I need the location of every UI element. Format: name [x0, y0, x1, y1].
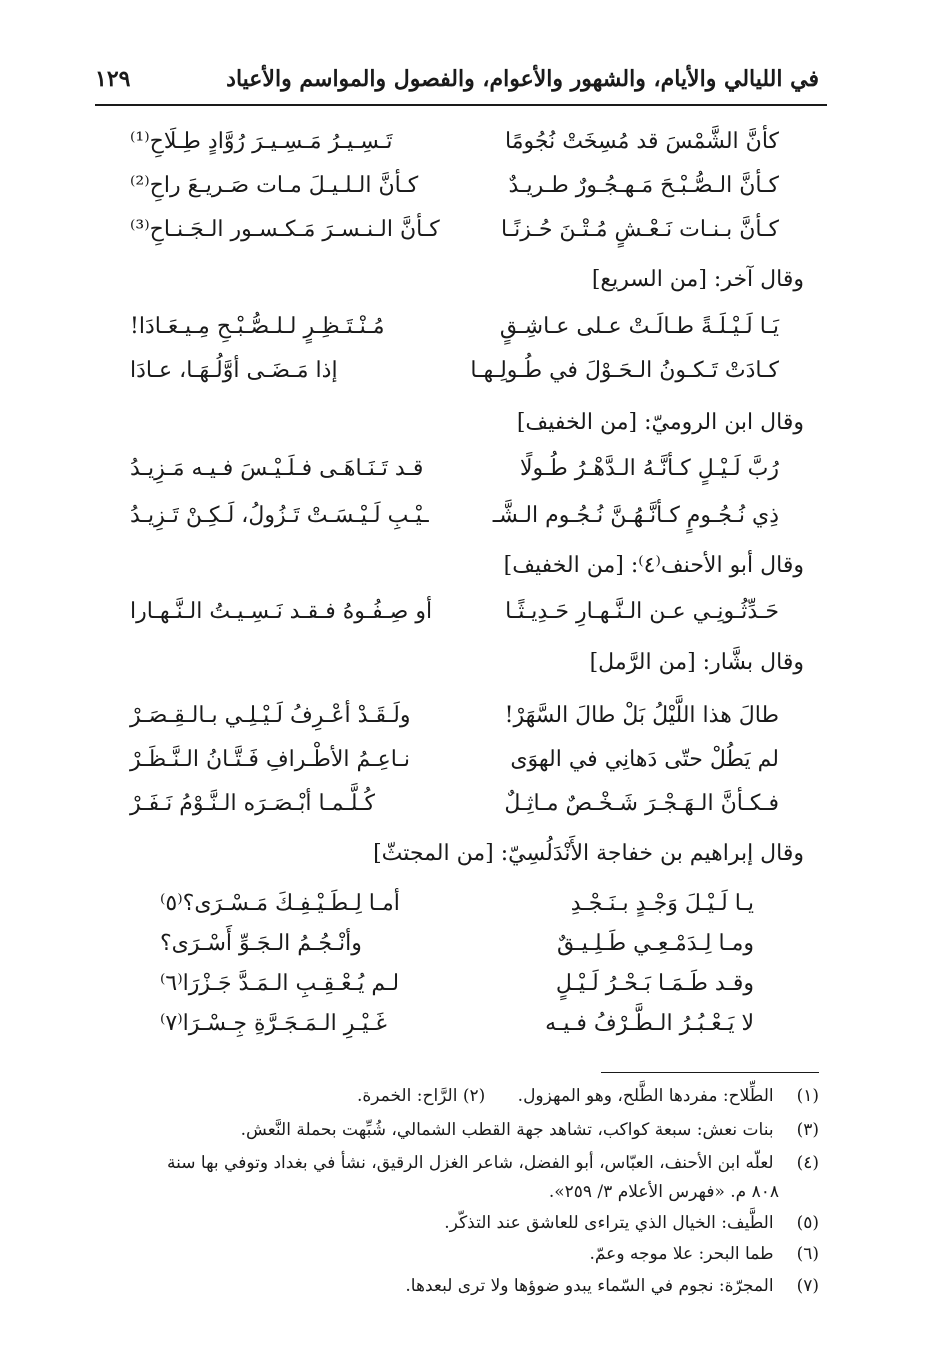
- first-hemistich: يـا لَـيْـلَ وَجْـدٍ بـنَـجْـدِ: [570, 891, 754, 916]
- second-hemistich: مُـنْـتَـظِـرٍ لـلـصُّـبْـحِ مِـيـعَـادَا!: [130, 314, 385, 339]
- footnote: [104, 1209, 819, 1238]
- second-hemistich: قـد تَـنَـاهَـى فـلَـيْـسَ فـيـه مَـزِيـدُ: [130, 456, 424, 481]
- footnote-continuation: ٨٠٨ م. «فهرس الأعلام ٣/ ٢٥٩».: [548, 1182, 779, 1202]
- second-hemistich: نـاعِـمُ الأطْـرافِ فَـتَّـانُ الـنَّـظَـرْ: [130, 747, 411, 772]
- first-hemistich: كـأنَّ الـصُّـبْـحَ مَـهـجُـورٌ طـريـدٌ: [508, 173, 779, 198]
- footnote-number: (٦): [796, 1244, 819, 1264]
- verse-line: [130, 738, 779, 782]
- verse-line: [130, 782, 779, 826]
- footnote-number: (٥): [796, 1213, 819, 1233]
- first-hemistich: يَـا لَـيْـلَـةً طـالَـتْ عـلى عـاشِـقٍ: [499, 314, 779, 339]
- footnote: [104, 1272, 819, 1301]
- first-hemistich: لم يَطُلْ حتّى دَهانِي في الهوَى: [510, 747, 779, 772]
- footnote-text: طما البحر: علا موجه وعمّ.: [589, 1244, 774, 1264]
- verse-line: [130, 694, 779, 738]
- verse-line: [160, 962, 754, 1006]
- second-hemistich: أمـا لِـطَـيْـفِـكَ مَـسْـرَى؟⁽٥⁾: [160, 891, 400, 916]
- second-hemistich: ولَـقَـدْ أعْـرِفُ لَـيْـلِـي بـالـقِـصَـرْ: [130, 703, 411, 728]
- footnote-text: المجرّة: نجوم في السّماء يبدو ضوؤها ولا ترى لبعدها.: [405, 1276, 774, 1296]
- first-hemistich: ومـا لِـدَمْـعِـي طَـلِـيـقٌ: [557, 931, 754, 956]
- first-hemistich: كأنَّ الشَّمْسَ قد مُسِخَتْ نُجُومًا: [505, 129, 779, 154]
- first-hemistich: كـادَتْ تَـكـونُ الـحَـوْلَ في طُـولِـهـا: [470, 358, 779, 383]
- verse-line: [130, 590, 779, 634]
- first-hemistich: حَـدِّثُـونِـي عـن الـنَّـهـارِ حَـدِيـثًـا: [505, 599, 779, 624]
- page-number: ١٢٩: [95, 66, 131, 92]
- verse-line: [130, 208, 779, 252]
- poem-intro: وقال آخر: [من السريع]: [591, 267, 804, 292]
- second-hemistich: غَـيْـرِ الـمَـجَـرَّةِ جِـسْـرَا⁽٧⁾: [160, 1011, 387, 1036]
- second-hemistich: كـأنَّ الـنـسـرَ مَـكـسـور الـجَـنـاحِ⁽³⁾: [130, 217, 440, 242]
- second-hemistich: كـأنَّ الـلـيـلَ مـات صَـريـعَ راحِ⁽²⁾: [130, 173, 419, 198]
- first-hemistich: وقـد طَـمَـا بَـحْـرُ لَـيْـلٍ: [555, 971, 754, 996]
- second-hemistich: تَـسِـيـرُ مَـسِـيـرَ رُوَّادٍ طِـلَاحِ⁽¹⁾: [130, 129, 393, 154]
- running-title: في الليالي والأيام، والشهور والأعوام، والفصول والمواسم والأعياد: [226, 66, 819, 92]
- second-hemistich: لـم يُـعْـقِـبِ الـمَـدَّ جَـزْرَا⁽٦⁾: [160, 971, 400, 996]
- verse-line: [130, 120, 779, 164]
- footnote-number: (٧): [796, 1276, 819, 1296]
- second-hemistich: أو صِـفُـوهُ فـقـد نَـسِـيـتُ الـنَّـهـارا: [130, 599, 433, 624]
- footnote: [104, 1116, 819, 1145]
- footnote: [104, 1082, 819, 1111]
- second-hemistich: كُـلَّـمـا أبْـصَـرَه الـنَّـوْمُ نَـفَـرْ: [130, 791, 375, 816]
- footnote-number: (٤): [796, 1153, 819, 1173]
- footnote-separator: [601, 1072, 819, 1073]
- first-hemistich: طالَ هذا اللَّيْلُ بَلْ طالَ السَّهَرْ!: [504, 703, 779, 728]
- second-hemistich: إذا مَـضَـى أوَّلُـهَـا، عـادَا: [130, 358, 338, 383]
- footnote-text: الطِّلاح: مفردها الطَّلح، وهو المهزول. (٢) الرَّاح: الخمرة.: [356, 1086, 774, 1106]
- verse-line: [160, 1002, 754, 1046]
- page-header: [95, 62, 819, 106]
- footnote-number: (١): [796, 1086, 819, 1106]
- verse-line: [130, 447, 779, 491]
- second-hemistich: وأنْـجُـمُ الـجَـوِّ أَسْـرَى؟: [160, 931, 362, 956]
- first-hemistich: فـكـأنَّ الـهَـجْـرَ شَـخْـصٌ مـاثِـلٌ: [504, 791, 779, 816]
- poem-intro: وقال إبراهيم بن خفاجة الأَنْدَلُسِيّ: [من المجتثّ]: [373, 841, 804, 866]
- footnote-text: لعلّه ابن الأحنف، العبّاس، أبو الفضل، شاعر الغزل الرقيق، نشأ في بغداد وتوفي بها سنة: [167, 1153, 774, 1173]
- first-hemistich: لا يَـعْـبُـرُ الـطَّـرْفُ فـيـه: [545, 1011, 754, 1036]
- footnote-number: (٣): [796, 1120, 819, 1140]
- verse-line: [130, 349, 779, 393]
- poem-intro: وقال أبو الأحنف⁽٤⁾: [من الخفيف]: [503, 553, 804, 578]
- verse-line: [130, 305, 779, 349]
- header-rule: [95, 104, 827, 106]
- poem-intro: وقال ابن الروميّ: [من الخفيف]: [516, 410, 804, 435]
- second-hemistich: ـيْـبِ لَـيْـسَـتْ تَـزُولُ، لَـكِـنْ تَـزِيـدُ: [130, 503, 429, 528]
- verse-line: [160, 922, 754, 966]
- verse-line: [160, 882, 754, 926]
- footnote-text: بنات نعش: سبعة كواكب، تشاهد جهة القطب الشمالي، شُبِّهت بحملة النَّعش.: [240, 1120, 774, 1140]
- footnote: [104, 1240, 819, 1269]
- footnote: [104, 1149, 819, 1178]
- verse-line: [130, 494, 779, 538]
- first-hemistich: رُبَّ لَـيْـلٍ كـأنَّـهُ الـدَّهْـرُ طُـولًا: [519, 456, 779, 481]
- first-hemistich: كـأنَّ بـنـات نَـعْـشٍ مُـتْـنَ حُـزنًـا: [500, 217, 779, 242]
- verse-line: [130, 164, 779, 208]
- poem-intro: وقال بشَّار: [من الرَّمل]: [589, 650, 804, 675]
- footnote-text: الطَّيف: الخيال الذي يتراءى للعاشق عند التذكّر.: [444, 1213, 774, 1233]
- first-hemistich: ذِي نُـجُـومٍ كـأنَّـهُـنَّ نُـجُـوم الـشَّـ: [492, 503, 779, 528]
